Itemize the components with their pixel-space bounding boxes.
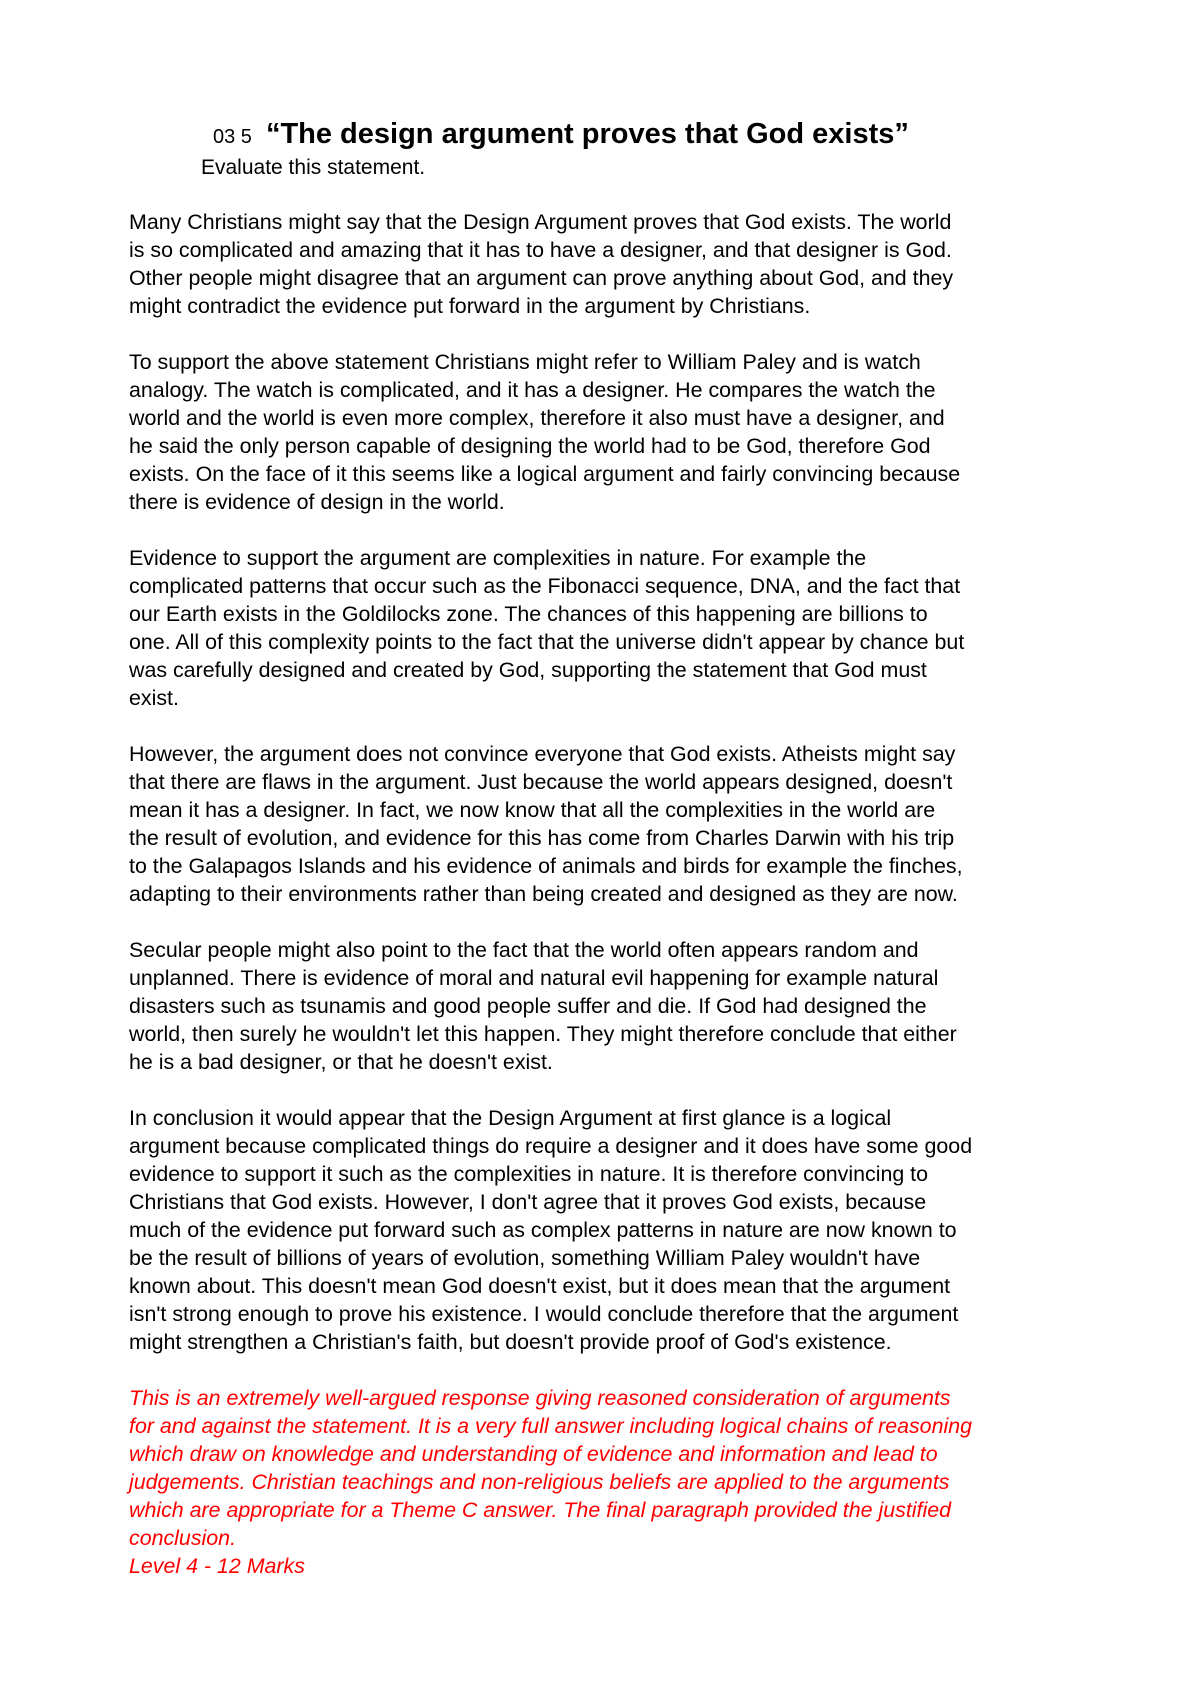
comment-line: for and against the statement. It is a very full answer including logical chains of reasoning: [129, 1414, 973, 1438]
text-line: Many Christians might say that the Design Argument proves that God exists. The world: [129, 210, 952, 234]
question-title: “The design argument proves that God exists”: [265, 118, 909, 150]
examiner-comment: [129, 1384, 1089, 1580]
text-line: is so complicated and amazing that it has to have a designer, and that designer is God.: [129, 238, 952, 262]
comment-line: which draw on knowledge and understanding of evidence and information and lead to: [129, 1442, 938, 1466]
text-line: Christians that God exists. However, I don't agree that it proves God exists, because: [129, 1190, 927, 1214]
text-line: adapting to their environments rather than being created and designed as they are now.: [129, 882, 958, 906]
comment-line: which are appropriate for a Theme C answer. The final paragraph provided the justified: [129, 1498, 952, 1522]
text-line: be the result of billions of years of evolution, something William Paley wouldn't have: [129, 1246, 921, 1270]
text-line: he is a bad designer, or that he doesn't exist.: [129, 1050, 553, 1074]
answer-paragraph: [129, 740, 1089, 908]
answer-paragraph: [129, 348, 1089, 516]
text-line: mean it has a designer. In fact, we now know that all the complexities in the world are: [129, 798, 936, 822]
text-line: the result of evolution, and evidence for this has come from Charles Darwin with his trip: [129, 826, 955, 850]
text-line: complicated patterns that occur such as the Fibonacci sequence, DNA, and the fact that: [129, 574, 961, 598]
text-line: might strengthen a Christian's faith, but doesn't provide proof of God's existence.: [129, 1330, 892, 1354]
text-line: our Earth exists in the Goldilocks zone. The chances of this happening are billions to: [129, 602, 928, 626]
answer-paragraph: [129, 544, 1089, 712]
text-line: Other people might disagree that an argument can prove anything about God, and they: [129, 266, 954, 290]
text-line: world, then surely he wouldn't let this happen. They might therefore conclude that either: [129, 1022, 957, 1046]
text-line: analogy. The watch is complicated, and it has a designer. He compares the watch the: [129, 378, 936, 402]
comment-line: judgements. Christian teachings and non-religious beliefs are applied to the arguments: [129, 1470, 950, 1494]
text-line: exists. On the face of it this seems like a logical argument and fairly convincing because: [129, 462, 961, 486]
text-line: might contradict the evidence put forward in the argument by Christians.: [129, 294, 811, 318]
text-line: disasters such as tsunamis and good people suffer and die. If God had designed the: [129, 994, 927, 1018]
answer-paragraph: [129, 936, 1089, 1076]
answer-paragraph: [129, 1104, 1089, 1356]
question-number: 03 5: [213, 126, 252, 148]
text-line: was carefully designed and created by God, supporting the statement that God must: [129, 658, 927, 682]
text-line: unplanned. There is evidence of moral and natural evil happening for example natural: [129, 966, 939, 990]
comment-line: conclusion.: [129, 1526, 237, 1550]
text-line: much of the evidence put forward such as complex patterns in nature are now known to: [129, 1218, 957, 1242]
text-line: isn't strong enough to prove his existence. I would conclude therefore that the argument: [129, 1302, 959, 1326]
text-line: evidence to support it such as the complexities in nature. It is therefore convincing to: [129, 1162, 929, 1186]
text-line: In conclusion it would appear that the Design Argument at first glance is a logical: [129, 1106, 892, 1130]
text-line: that there are flaws in the argument. Just because the world appears designed, doesn't: [129, 770, 953, 794]
question-instruction: Evaluate this statement.: [201, 156, 426, 179]
mark-level: Level 4 - 12 Marks: [129, 1554, 305, 1578]
text-line: he said the only person capable of designing the world had to be God, therefore God: [129, 434, 931, 458]
text-line: world and the world is even more complex, therefore it also must have a designer, and: [129, 406, 945, 430]
text-line: Evidence to support the argument are complexities in nature. For example the: [129, 546, 867, 570]
text-line: one. All of this complexity points to the fact that the universe didn't appear by chance but: [129, 630, 965, 654]
text-line: to the Galapagos Islands and his evidence of animals and birds for example the finches,: [129, 854, 963, 878]
text-line: known about. This doesn't mean God doesn't exist, but it does mean that the argument: [129, 1274, 951, 1298]
comment-line: This is an extremely well-argued response giving reasoned consideration of arguments: [129, 1386, 951, 1410]
text-line: To support the above statement Christians might refer to William Paley and is watch: [129, 350, 921, 374]
text-line: exist.: [129, 686, 179, 710]
text-line: However, the argument does not convince everyone that God exists. Atheists might say: [129, 742, 956, 766]
answer-body: [129, 208, 1089, 1580]
question-heading: [213, 118, 909, 151]
answer-paragraph: [129, 208, 1089, 320]
text-line: there is evidence of design in the world.: [129, 490, 505, 514]
text-line: argument because complicated things do require a designer and it does have some good: [129, 1134, 973, 1158]
text-line: Secular people might also point to the fact that the world often appears random and: [129, 938, 919, 962]
